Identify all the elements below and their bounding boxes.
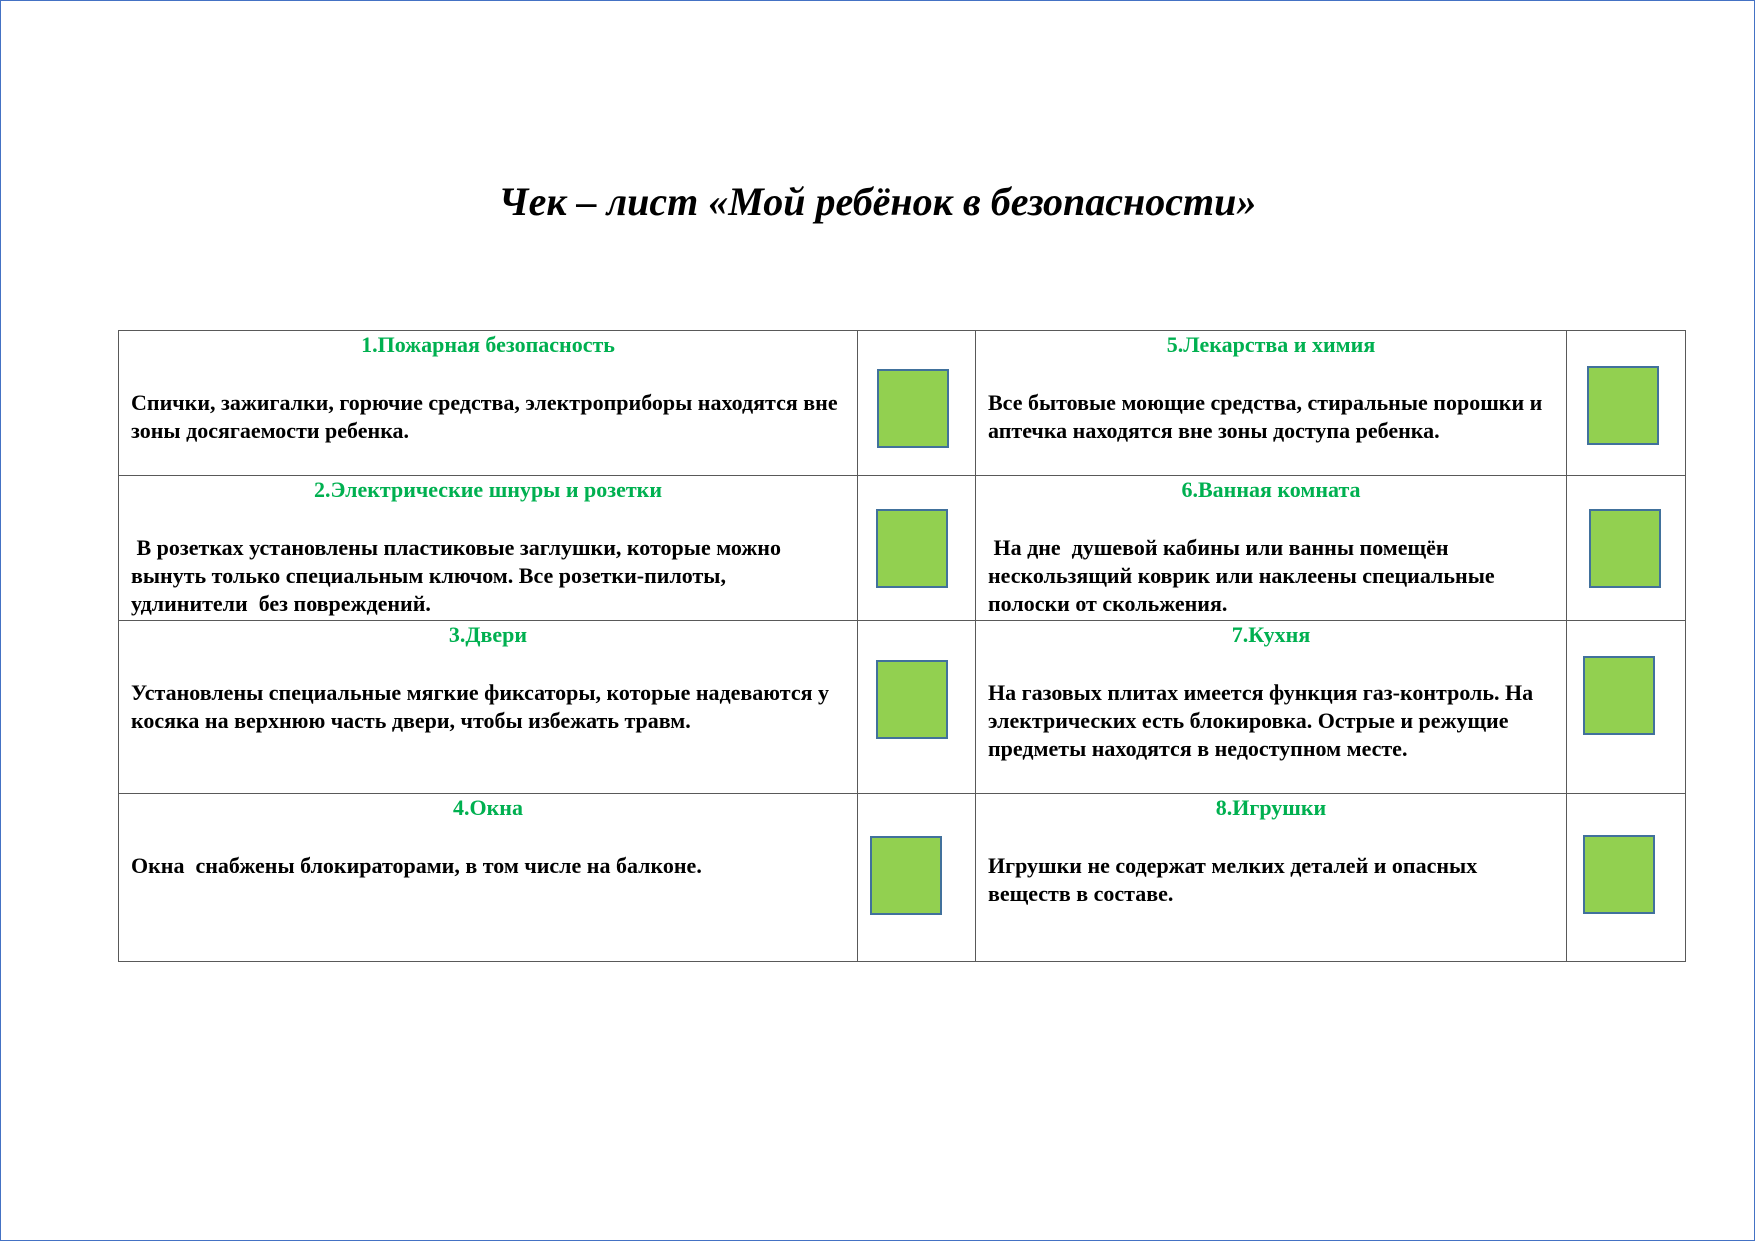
section-cell-medicines-chemicals: [976, 331, 1567, 476]
checkbox-cell: [1567, 794, 1686, 962]
section-text: Окна снабжены блокираторами, в том числе на балконе.: [131, 853, 702, 878]
section-cell-fire-safety: [119, 331, 858, 476]
checkbox-doors[interactable]: [876, 660, 948, 739]
section-text: Все бытовые моющие средства, стиральные порошки и аптечка находятся вне зоны доступа ребенка.: [988, 390, 1548, 443]
checkbox-cell: [858, 331, 976, 476]
section-text: На дне душевой кабины или ванны помещён нескользящий коврик или наклеены специальные полоски от скольжения.: [988, 535, 1501, 616]
section-cell-windows: [119, 794, 858, 962]
section-text: Игрушки не содержат мелких деталей и опасных веществ в составе.: [988, 853, 1483, 906]
section-cell-electrical: [119, 476, 858, 621]
section-heading: 2.Электрические шнуры и розетки: [313, 477, 663, 502]
section-heading: 7.Кухня: [1231, 622, 1311, 647]
checkbox-cell: [1567, 476, 1686, 621]
checkbox-toys[interactable]: [1583, 835, 1655, 914]
section-heading: 4.Окна: [453, 795, 523, 820]
section-cell-toys: [976, 794, 1567, 962]
section-cell-kitchen: [976, 621, 1567, 794]
table-row: [119, 794, 1686, 962]
section-text: На газовых плитах имеется функция газ-контроль. На электрических есть блокировка. Острые и режущие предметы находятся в недоступном месте.: [988, 680, 1539, 761]
section-heading: 6.Ванная комната: [1181, 477, 1361, 502]
page-title: Чек – лист «Мой ребёнок в безопасности»: [498, 179, 1257, 224]
section-heading: 5.Лекарства и химия: [1166, 332, 1376, 357]
checkbox-electrical[interactable]: [876, 509, 948, 588]
checkbox-cell: [858, 794, 976, 962]
checkbox-medicines-chemicals[interactable]: [1587, 366, 1659, 445]
checkbox-cell: [858, 476, 976, 621]
section-heading: 1.Пожарная безопасность: [361, 332, 615, 357]
checkbox-cell: [1567, 621, 1686, 794]
table-row: [119, 331, 1686, 476]
checkbox-bathroom[interactable]: [1589, 509, 1661, 588]
table-row: [119, 476, 1686, 621]
section-heading: 3.Двери: [448, 622, 528, 647]
section-cell-doors: [119, 621, 858, 794]
section-text: Спички, зажигалки, горючие средства, электроприборы находятся вне зоны досягаемости ребенка.: [131, 390, 844, 443]
checkbox-windows[interactable]: [870, 836, 942, 915]
checklist-table: [118, 330, 1686, 962]
table-row: [119, 621, 1686, 794]
checkbox-cell: [858, 621, 976, 794]
checkbox-kitchen[interactable]: [1583, 656, 1655, 735]
section-text: Установлены специальные мягкие фиксаторы, которые надеваются у косяка на верхнюю часть двери, чтобы избежать травм.: [131, 680, 835, 733]
section-heading: 8.Игрушки: [1215, 795, 1327, 820]
section-text: В розетках установлены пластиковые заглушки, которые можно вынуть только специальным ключом. Все розетки-пилоты, удлинители без повреждений.: [131, 535, 787, 616]
checkbox-fire-safety[interactable]: [877, 369, 949, 448]
section-cell-bathroom: [976, 476, 1567, 621]
checkbox-cell: [1567, 331, 1686, 476]
